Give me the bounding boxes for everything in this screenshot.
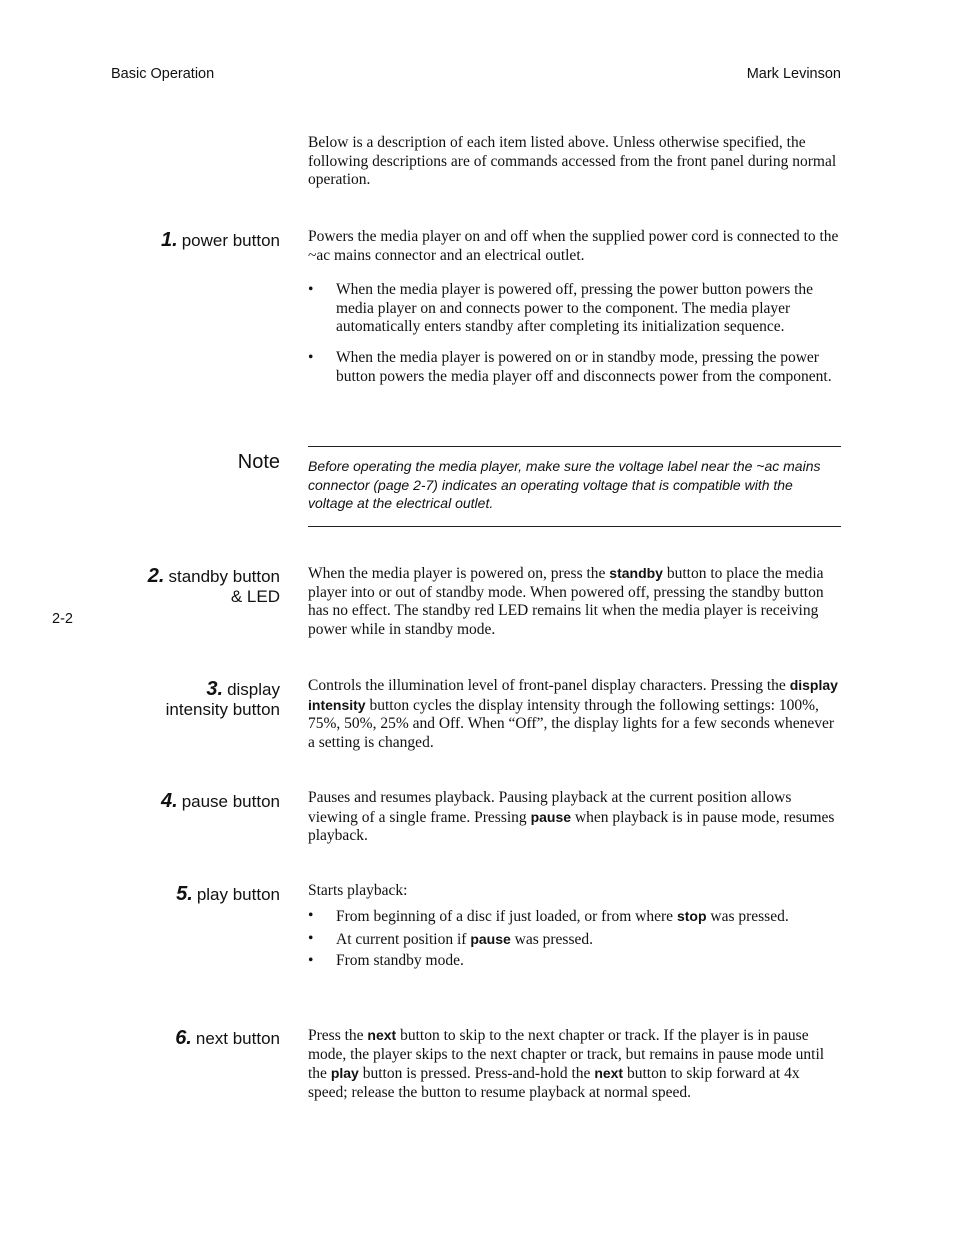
section-4-heading [161,791,280,812]
section-3-heading [166,679,280,720]
section-5-intro: Starts playback: [308,882,408,899]
text-run: At current position if [336,930,471,948]
keyword-pause: pause [530,808,572,825]
section-6-number: 6. [175,1027,192,1049]
section-1-text: Powers the media player on and off when the supplied power cord is connected to the ~ac mains connector and an electrical outlet. [308,228,839,264]
section-2-label-line2: & LED [230,587,280,606]
keyword-next: next [367,1027,397,1043]
section-1-bullet: • When the media player is powered on or in standby mode, pressing the power button powers the media player off and disconnects power from the component. [308,349,841,386]
note-heading: Note [237,451,280,473]
text-run: Pauses and resumes playback. Pausing playback at the current position allows viewing of a single frame. Pressing [308,789,792,826]
keyword-display-intensity: display intensity [308,677,838,713]
section-1-number: 1. [161,229,178,251]
text-run: button to skip forward at 4x speed; release the button to resume playback at normal speed. [308,1065,800,1102]
text-run: was pressed. [706,908,789,925]
section-3-number: 3. [206,678,224,700]
section-4-text [308,789,841,846]
text-run: button to place the media player into or out of standby mode. When powered off, pressing the standby button has no effect. The standby red LED remains lit when the media player is receiving power while in standby mode. [308,565,824,639]
running-header-section: Basic Operation [111,66,215,82]
intro-paragraph: Below is a description of each item listed above. Unless otherwise specified, the following descriptions are of commands accessed from the front panel during normal operation. [308,134,837,189]
section-4-label: pause button [181,792,280,811]
section-1-heading [161,230,280,251]
running-header-brand: Mark Levinson [746,66,841,82]
section-5-number: 5. [176,883,193,905]
section-5-label: play button [196,885,280,904]
text-run: button cycles the display intensity through the following settings: 100%, 75%, 50%, 25% and Off. When “Off”, the display lights for a few seconds whenever a setting is changed. [308,696,834,752]
keyword-play: play [330,1065,359,1082]
section-1-bullet: • When the media player is powered off, pressing the power button powers the media player on and connects power to the component. The media player automatically enters standby after completing its initialization sequence. [308,281,841,337]
section-1-bullet-list [308,281,841,387]
keyword-stop: stop [676,908,707,924]
text-run: From beginning of a disc if just loaded, or from where [336,908,677,925]
section-3-label-line1: display [227,680,280,699]
section-6-text [308,1026,841,1103]
section-2-text [308,564,841,640]
section-3-label-line2: intensity button [165,700,280,719]
section-5-bullet: • From standby mode. [308,952,841,971]
section-5-bullet [308,930,841,950]
text-run: when playback is in pause mode, resumes playback. [308,808,835,845]
text-run: When the media player is powered on, press the [308,565,610,582]
keyword-standby: standby [609,565,663,581]
section-4-number: 4. [161,790,178,812]
keyword-pause: pause [470,930,511,947]
note-box [308,446,841,527]
section-6-heading [175,1028,280,1049]
section-1-label: power button [181,231,280,250]
text-run: was pressed. [510,930,593,948]
section-2-label-line1: standby button [168,567,280,586]
page-number: 2-2 [52,611,73,627]
text-run: Controls the illumination level of front-panel display characters. Pressing the [308,677,790,694]
section-3-text [308,676,841,753]
text-run: button to skip to the next chapter or track. If the player is in pause mode, the player skips to the next chapter or track, but remains in pause mode until the [308,1027,825,1083]
section-6-label: next button [195,1029,280,1048]
section-5-heading [176,884,280,905]
text-run: button is pressed. Press-and-hold the [358,1065,595,1083]
section-5-bullet [308,907,841,927]
note-text: Before operating the media player, make sure the voltage label near the ~ac mains connector (page 2-7) indicates an operating voltage that is compatible with the voltage at the electrical outlet. [308,458,821,511]
keyword-next: next [594,1065,624,1082]
section-2-heading [148,566,280,607]
section-5-bullet-list [308,907,841,971]
text-run: Press the [308,1027,368,1044]
section-2-number: 2. [147,565,165,587]
